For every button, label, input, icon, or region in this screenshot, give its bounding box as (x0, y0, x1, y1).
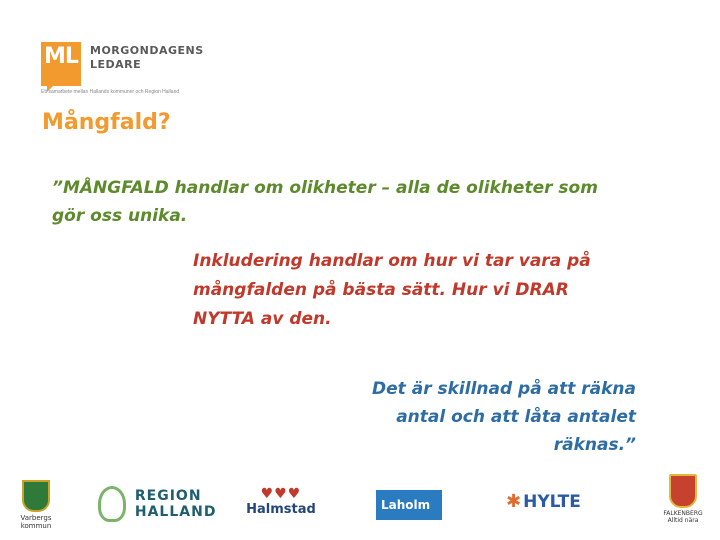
ml-logo-name-line2: LEDARE (90, 58, 142, 71)
quote-inclusion-line-3: NYTTA av den. (193, 309, 332, 329)
quote-inclusion (193, 247, 673, 334)
region-line1: REGION (134, 488, 202, 504)
quote-diversity-line-1: ”MÅNGFALD handlar om olikheter – alla de olikheter som (52, 178, 598, 198)
laholm-logo: Laholm (376, 490, 442, 520)
quote-counting (300, 375, 636, 459)
ml-logo-name (90, 44, 204, 72)
varberg-crest-icon (22, 480, 50, 512)
quote-counting-line-1: Det är skillnad på att räkna (372, 379, 636, 399)
falkenberg-crest-icon (669, 474, 697, 508)
quote-counting-line-3: räknas.” (553, 435, 636, 455)
falkenberg-name: FALKENBERG (663, 510, 703, 517)
ml-logo-mark: ML (41, 42, 81, 86)
quote-inclusion-line-2: mångfalden på bästa sätt. Hur vi DRAR (193, 280, 569, 300)
ml-logo-name-line1: MORGONDAGENS (90, 44, 204, 57)
quote-diversity-line-2: gör oss unika. (52, 206, 188, 226)
varberg-line1: Varbergs (20, 514, 52, 522)
varberg-logo (14, 480, 58, 530)
quote-diversity (52, 174, 692, 230)
hylte-name: HYLTE (523, 492, 581, 512)
quote-counting-line-2: antal och att låta antalet (396, 407, 636, 427)
region-halland-emblem-icon (98, 486, 126, 522)
region-halland-logo (98, 486, 216, 522)
quote-inclusion-line-1: Inkludering handlar om hur vi tar vara på (193, 251, 591, 271)
halmstad-logo (246, 486, 316, 517)
hylte-logo (506, 490, 581, 514)
varberg-line2: kommun (20, 522, 52, 530)
hearts-icon: ♥♥♥ (260, 486, 302, 502)
region-line2: HALLAND (134, 504, 217, 520)
hylte-star-icon: ✱ (506, 491, 522, 512)
slide-title: Mångfald? (42, 110, 171, 135)
halmstad-name: Halmstad (246, 502, 316, 517)
ml-logo-tagline: Ett samarbete mellan Hallands kommuner och Region Halland (41, 89, 180, 95)
falkenberg-logo (660, 474, 706, 524)
falkenberg-slogan: Alltid nära (667, 517, 699, 524)
